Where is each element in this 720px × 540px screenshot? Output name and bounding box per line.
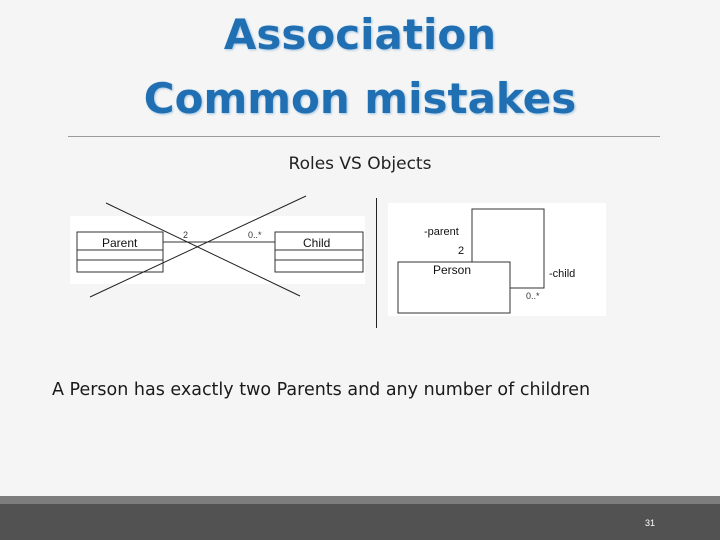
page-number: 31 <box>644 518 655 528</box>
multiplicity-right: 0..* <box>248 230 262 240</box>
slide-title-line1: Association <box>223 10 497 59</box>
person-class-box <box>398 262 510 313</box>
person-class-label: Person <box>433 263 472 277</box>
multiplicity-left: 2 <box>183 230 189 240</box>
child-class-label: Child <box>303 236 331 250</box>
parent-class-label: Parent <box>102 236 138 250</box>
footer-accent-bar <box>0 496 720 504</box>
parent-class-box <box>77 232 163 272</box>
child-class-box <box>275 232 363 272</box>
role-parent: -parent <box>424 226 459 238</box>
multiplicity-child: 0..* <box>526 291 540 301</box>
vertical-divider <box>376 198 377 328</box>
slide-caption: A Person has exactly two Parents and any number of children <box>52 380 591 400</box>
wrong-association-diagram <box>70 192 370 298</box>
multiplicity-parent: 2 <box>458 245 465 257</box>
correct-association-diagram <box>388 203 606 316</box>
slide-title-line2: Common mistakes <box>143 74 577 123</box>
title-divider <box>68 136 660 137</box>
role-child: -child <box>549 268 576 280</box>
slide-subtitle: Roles VS Objects <box>288 154 432 174</box>
